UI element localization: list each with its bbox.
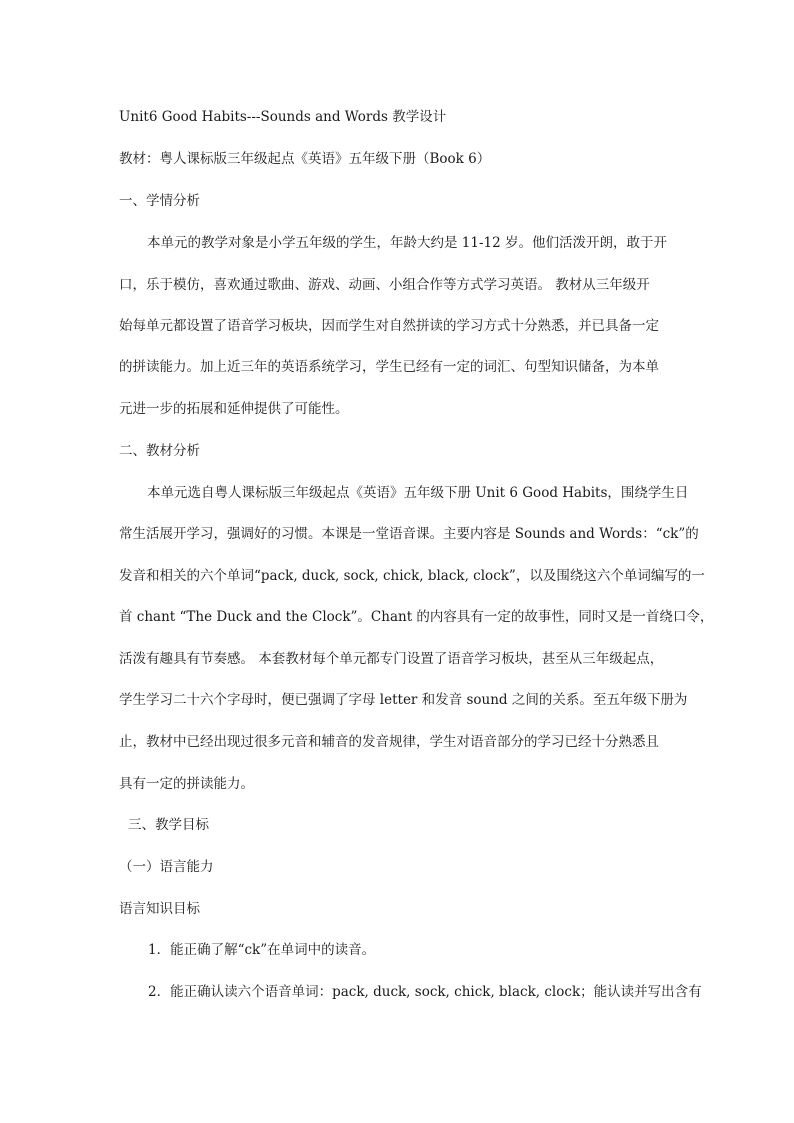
paragraph-line: 活泼有趣具有节奏感。 本套教材每个单元都专门设置了语音学习板块，甚至从三年级起点，: [119, 651, 664, 667]
document-title: Unit6 Good Habits---Sounds and Words 教学设计: [119, 109, 447, 125]
paragraph-line: 本单元选自粤人课标版三年级起点《英语》五年级下册 Unit 6 Good Habits，围绕学生日: [147, 485, 689, 501]
paragraph-line: 学生学习二十六个字母时，便已强调了字母 letter 和发音 sound 之间的关系。至五年级下册为: [119, 692, 688, 708]
paragraph-line: 具有一定的拼读能力。: [119, 776, 254, 792]
paragraph-line: 常生活展开学习，强调好的习惯。本课是一堂语音课。主要内容是 Sounds and Words：“ck”的: [119, 526, 699, 542]
list-item: 1．能正确了解“ck”在单词中的读音。: [148, 942, 376, 958]
section-heading-analysis: 一、学情分析: [119, 193, 200, 209]
paragraph-line: 本单元的教学对象是小学五年级的学生，年龄大约是 11-12 岁。他们活泼开朗，敢于开: [147, 235, 667, 251]
paragraph-line: 始每单元都设置了语音学习板块，因而学生对自然拼读的学习方式十分熟悉，并已具备一定: [119, 318, 659, 334]
paragraph-line: 的拼读能力。加上近三年的英语系统学习，学生已经有一定的词汇、句型知识储备，为本单: [119, 359, 659, 375]
paragraph-line: 口，乐于模仿，喜欢通过歌曲、游戏、动画、小组合作等方式学习英语。 教材从三年级开: [119, 277, 650, 293]
subheading-language-ability: （一）语言能力: [119, 859, 214, 875]
subheading-knowledge-goals: 语言知识目标: [119, 901, 200, 917]
paragraph-line: 发音和相关的六个单词“pack, duck, sock, chick, black, clock”，以及围绕这六个单词编写的一: [119, 568, 705, 584]
textbook-info: 教材：粤人课标版三年级起点《英语》五年级下册（Book 6）: [119, 151, 491, 167]
section-heading-objectives: 三、教学目标: [128, 817, 209, 833]
paragraph-line: 止，教材中已经出现过很多元音和辅音的发音规律，学生对语音部分的学习已经十分熟悉且: [119, 734, 659, 750]
paragraph-line: 首 chant “The Duck and the Clock”。Chant 的内容具有一定的故事性，同时又是一首绕口令，: [119, 609, 714, 625]
list-item: 2．能正确认读六个语音单词：pack, duck, sock, chick, black, clock；能认读并写出含有: [148, 984, 702, 1000]
paragraph-line: 元进一步的拓展和延伸提供了可能性。: [119, 401, 349, 417]
section-heading-materials: 二、教材分析: [119, 443, 200, 459]
